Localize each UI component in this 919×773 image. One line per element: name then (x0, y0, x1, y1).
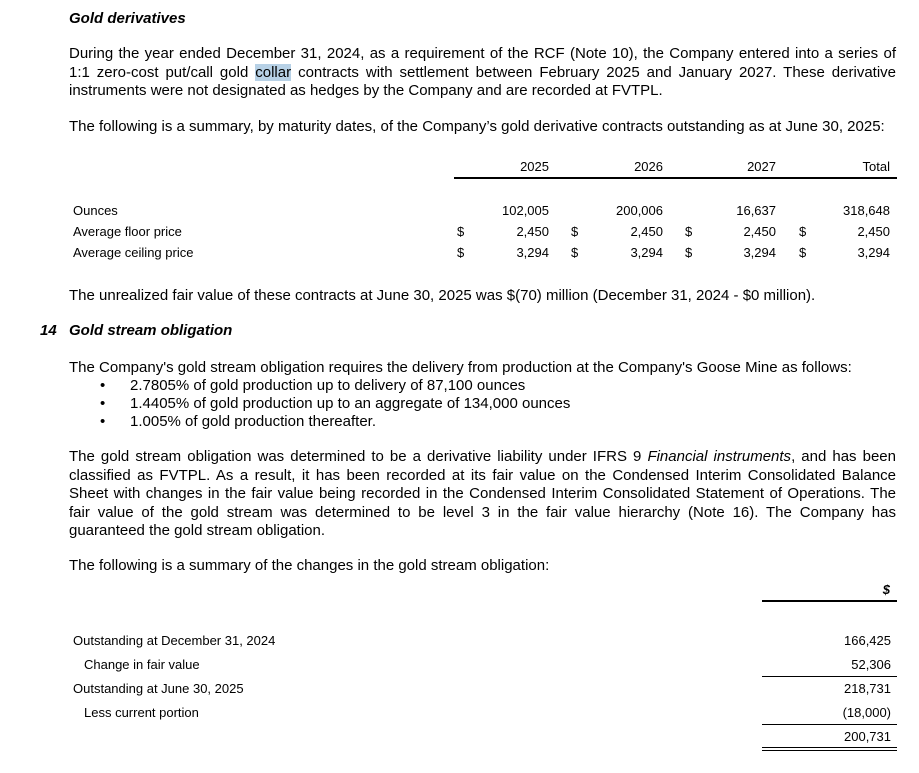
table-cell: 2,450 (516, 224, 549, 239)
currency-symbol: $ (457, 245, 465, 260)
row-label: Outstanding at December 31, 2024 (73, 633, 276, 648)
table-cell: 3,294 (630, 245, 663, 260)
bullet-icon: • (100, 395, 106, 412)
paragraph-line: guaranteed the gold stream obligation. (69, 522, 326, 539)
row-label-floor-price: Average floor price (73, 224, 182, 239)
column-header-total: Total (862, 159, 890, 174)
double-underline-top (762, 747, 897, 748)
table-cell: 2,450 (743, 224, 776, 239)
row-label-ounces: Ounces (73, 203, 118, 218)
currency-symbol: $ (571, 245, 579, 260)
header-underline (454, 177, 897, 179)
row-label-ceiling-price: Average ceiling price (73, 245, 194, 260)
section-heading-gold-derivatives: Gold derivatives (69, 10, 186, 27)
table-cell: 52,306 (851, 657, 891, 672)
selected-text[interactable]: collar (255, 63, 292, 81)
fair-value-note: The unrealized fair value of these contracts at June 30, 2025 was $(70) million (December 31, 2024 - $0 million). (69, 287, 816, 304)
table-cell: (18,000) (842, 705, 891, 720)
column-header-2027: 2027 (747, 159, 776, 174)
stream-intro: The Company's gold stream obligation requires the delivery from production at the Company's Goose Mine as follows: (69, 359, 852, 376)
paragraph-line: During the year ended December 31, 2024, as a requirement of the RCF (Note 10), the Company entered into a series of (69, 45, 896, 62)
bullet-icon: • (100, 377, 106, 394)
summary-intro-text: The following is a summary, by maturity dates, of the Company’s gold derivative contracts outstanding as at June 30, 2025: (69, 118, 885, 135)
row-label: Less current portion (84, 705, 199, 720)
table-cell: 3,294 (743, 245, 776, 260)
currency-symbol: $ (799, 224, 807, 239)
bullet-item: 1.005% of gold production thereafter. (130, 413, 377, 430)
column-header-2025: 2025 (520, 159, 549, 174)
total-cell: 200,731 (844, 729, 891, 744)
paragraph-line: Sheet with changes in the fair value being recorded in the Condensed Interim Consolidated Statement of Operations. The (69, 485, 896, 502)
derivatives-paragraph (69, 45, 896, 101)
currency-symbol: $ (685, 245, 693, 260)
currency-symbol: $ (685, 224, 693, 239)
subtotal-line (762, 724, 897, 725)
subtotal-line (762, 676, 897, 677)
table-cell: 102,005 (502, 203, 549, 218)
currency-header: $ (882, 582, 890, 597)
section-heading-gold-stream: Gold stream obligation (69, 322, 233, 339)
table-cell: 200,006 (616, 203, 663, 218)
row-label: Change in fair value (84, 657, 200, 672)
double-underline-bottom (762, 750, 897, 751)
bullet-item: 2.7805% of gold production up to delivery of 87,100 ounces (130, 377, 526, 394)
paragraph-line (69, 448, 896, 467)
column-header-2026: 2026 (634, 159, 663, 174)
row-label: Outstanding at June 30, 2025 (73, 681, 244, 696)
table-cell: 16,637 (736, 203, 776, 218)
table-cell: 166,425 (844, 633, 891, 648)
table-cell: 2,450 (857, 224, 890, 239)
table-cell: 3,294 (516, 245, 549, 260)
stream-paragraph (69, 448, 896, 541)
paragraph-line (69, 64, 896, 83)
table-cell: 318,648 (843, 203, 890, 218)
paragraph-line: instruments were not designated as hedges by the Company and are recorded at FVTPL. (69, 82, 663, 99)
paragraph-line: fair value of the gold stream was determined to be level 3 in the fair value hierarchy (Note 16). The Company has (69, 503, 896, 521)
paragraph-text: contracts with settlement between February 2025 and January 2027. These derivative (291, 63, 897, 81)
italic-text: Financial instruments (647, 448, 792, 465)
stream-summary-intro: The following is a summary of the changes in the gold stream obligation: (69, 557, 550, 574)
currency-symbol: $ (571, 224, 579, 239)
paragraph-line: classified as FVTPL. As a result, it has been recorded at its fair value on the Condensed Interim Consolidated Balance (69, 466, 896, 484)
currency-symbol: $ (457, 224, 465, 239)
table-cell: 218,731 (844, 681, 891, 696)
paragraph-text: The gold stream obligation was determined to be a derivative liability under IFRS 9 (69, 448, 648, 465)
bullet-item: 1.4405% of gold production up to an aggregate of 134,000 ounces (130, 395, 571, 412)
currency-symbol: $ (799, 245, 807, 260)
paragraph-text: 1:1 zero-cost put/call gold (69, 63, 256, 81)
paragraph-text: , and has been (791, 448, 896, 465)
table-cell: 2,450 (630, 224, 663, 239)
section-number: 14 (40, 322, 57, 339)
header-underline (762, 600, 897, 602)
table-cell: 3,294 (857, 245, 890, 260)
bullet-icon: • (100, 413, 106, 430)
